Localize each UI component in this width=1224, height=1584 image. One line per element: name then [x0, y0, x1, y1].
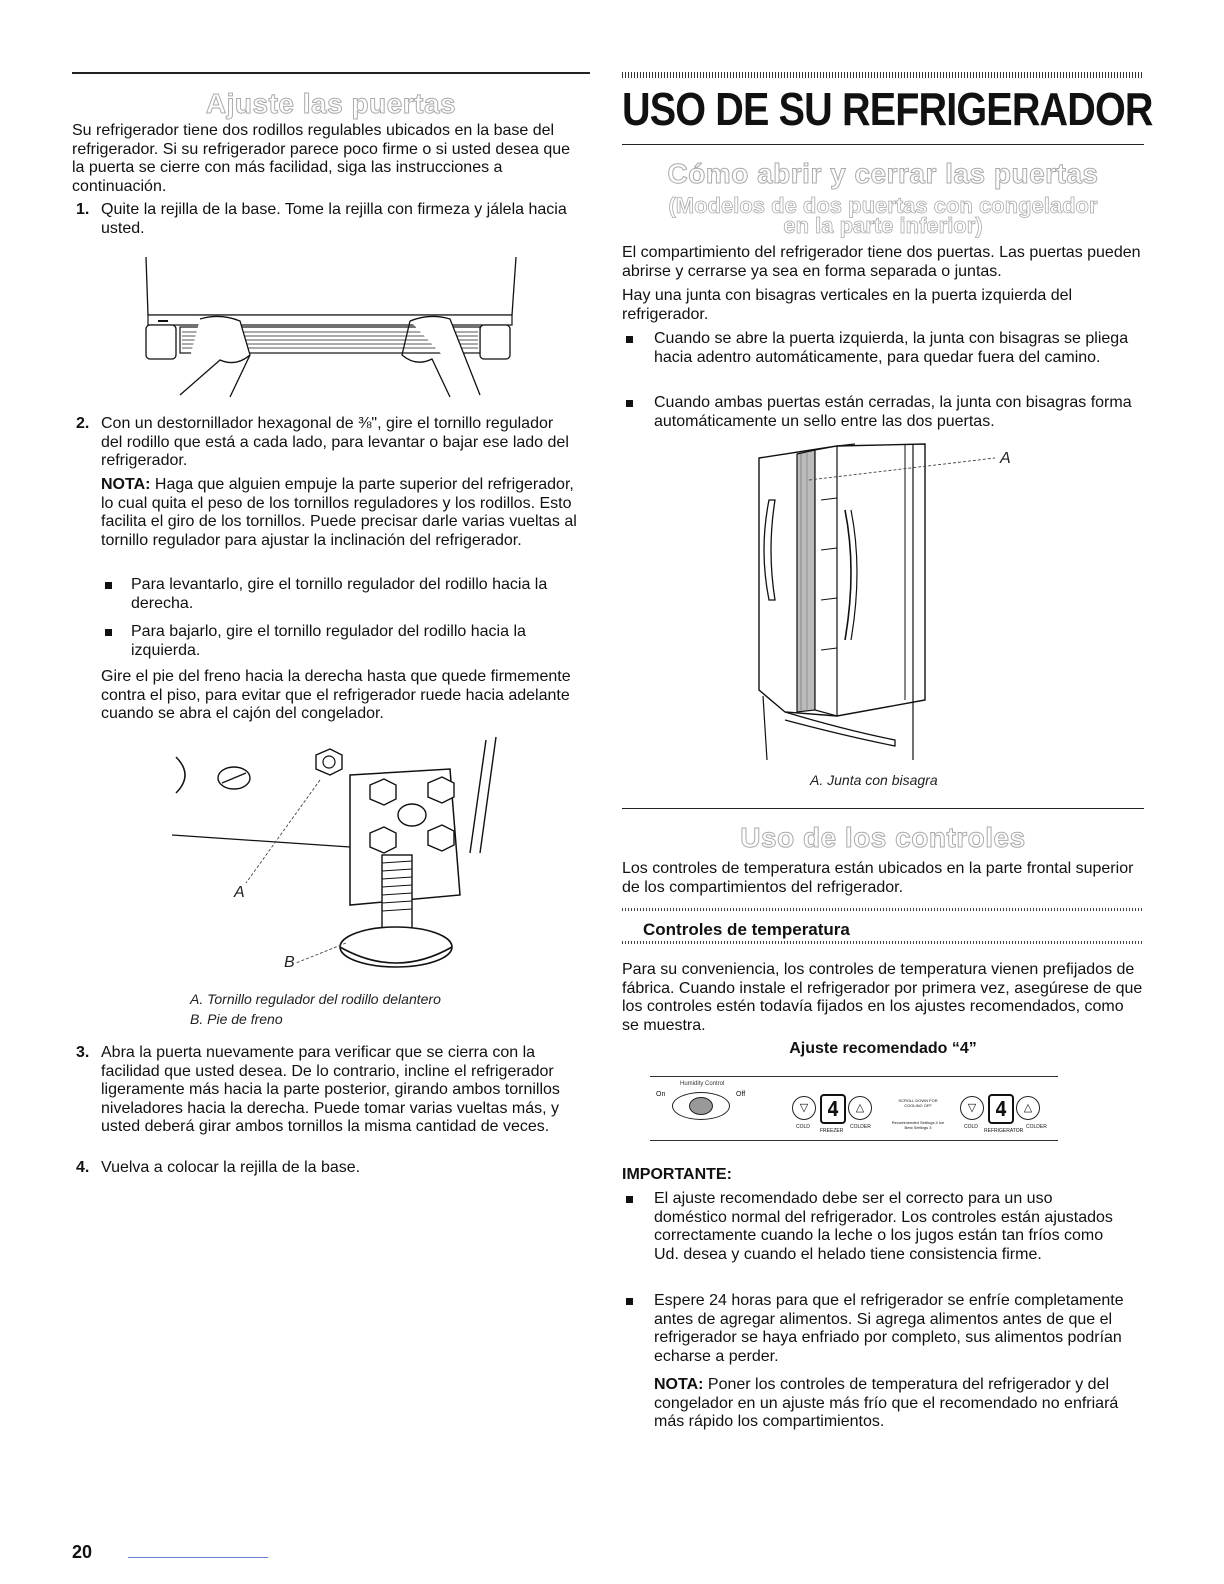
freezer-warmer-button[interactable]: △ [848, 1096, 872, 1120]
step-2-number: 2. [76, 415, 90, 432]
doors-bullet-1: Cuando se abre la puerta izquierda, la junta con bisagras se pliega hacia adentro automáticamente, para quedar fuera del camino. [654, 330, 1129, 366]
note-label: NOTA: [654, 1376, 704, 1393]
recommended-settings-label: Recommended Settings 4 Ice Best Settings 3 [891, 1120, 945, 1130]
humidity-off-label: Off [736, 1091, 746, 1098]
freezer-cold-label: COLD [796, 1124, 810, 1130]
bullet-marker [626, 1298, 633, 1305]
note-text: Haga que alguien empuje la parte superior del refrigerador, lo cual quita el peso de los tornillos reguladores y los rodillos. Esto facilita el giro de los tornillos. Puede precisar darle varias vueltas al tornillo regulador para ajustar la inclinación del refrigerador. [101, 476, 577, 549]
bullet-lower: Para bajarlo, gire el tornillo regulador del rodillo hacia la izquierda. [131, 623, 526, 659]
title-underline [622, 144, 1144, 145]
controls-rule [622, 808, 1144, 809]
figure-label-b: B [284, 954, 295, 971]
fridge-colder-label: COLDER [1026, 1124, 1047, 1130]
brake-paragraph: Gire el pie del freno hacia la derecha hasta que quede firmemente contra el piso, para evitar que el refrigerador ruede hacia adelante cuando se abra el cajón del congelador. [101, 668, 571, 722]
note-label: NOTA: [101, 476, 151, 493]
temp-controls-heading: Controles de temperatura [643, 920, 850, 939]
doors-subtitle-2: en la parte inferior) [783, 213, 983, 238]
intro-paragraph: Su refrigerador tiene dos rodillos regulables ubicados en la base del refrigerador. Si su refrigerador parece poco firme o si usted desea que la puerta se cierre con más facilidad, siga las instrucciones a continuación. [72, 122, 571, 195]
freezer-colder-button[interactable]: ▽ [792, 1096, 816, 1120]
scroll-down-label: SCROLL DOWN FOR COOLING OFF [898, 1098, 938, 1108]
freezer-label: FREEZER [820, 1128, 844, 1134]
fridge-colder-button[interactable]: ▽ [960, 1096, 984, 1120]
fridge-display: 4 [988, 1094, 1014, 1124]
doors-paragraph-2: Hay una junta con bisagras verticales en la puerta izquierda del refrigerador. [622, 287, 1073, 323]
bullet-marker [626, 1196, 633, 1203]
panel-top-line [650, 1076, 1058, 1077]
important-bullet-1: El ajuste recomendado debe ser el correcto para un uso doméstico normal del refrigerador. Los controles están ajustados correctamente cuando la leche o los jugos están tan fríos como Ud. desea y cuando el helado tiene consistencia firme. [654, 1190, 1113, 1263]
step-4-number: 4. [76, 1159, 90, 1176]
humidity-slider-knob[interactable] [689, 1097, 713, 1115]
step-2-text: Con un destornillador hexagonal de ⅜", gire el tornillo regulador del rodillo que está a cada lado, para levantar o bajar ese lado del refrigerador. [101, 415, 569, 469]
bullet-marker [626, 336, 633, 343]
doors-figure-caption: A. Junta con bisagra [810, 772, 938, 788]
section-title-ajuste: Ajuste las puertas [205, 88, 457, 119]
controls-paragraph: Los controles de temperatura están ubicados en la parte frontal superior de los compartimientos del refrigerador. [622, 860, 1134, 896]
temp-heading-hatch-top [622, 908, 1144, 911]
note-text: Poner los controles de temperatura del refrigerador y del congelador en un ajuste más frío que el recomendado no enfriará más rápido los compartimientos. [654, 1376, 1119, 1430]
fridge-doors-figure [745, 440, 1015, 765]
right-top-hatch [622, 72, 1144, 78]
caption-roller-screw: A. Tornillo regulador del rodillo delantero [190, 991, 441, 1007]
control-panel [650, 1076, 1060, 1144]
fridge-warmer-button[interactable]: △ [1016, 1096, 1040, 1120]
left-top-rule [72, 72, 590, 74]
roller-brake-figure [170, 735, 510, 980]
recommended-setting: Ajuste recomendado “4” [789, 1040, 977, 1057]
bullet-marker [626, 400, 633, 407]
step-2-note [101, 476, 586, 550]
fridge-label: REFRIGERATOR [984, 1128, 1024, 1134]
important-bullet-2: Espere 24 horas para que el refrigerador se enfríe completamente antes de agregar alimentos. Si agrega alimentos antes de que el refrigerador se haya enfriado por completo, sus alimentos podrían echarse a perder. [654, 1292, 1124, 1365]
main-title: USO DE SU REFRIGERADOR [622, 83, 1153, 135]
step-3-text: Abra la puerta nuevamente para verificar que se cierra con la facilidad que usted desea. De lo contrario, incline el refrigerador ligeramente más hacia la parte posterior, girando ambos tornillos niveladores hacia la derecha. Puede tomar varias vueltas más, y usted deberá girar ambos tornillos la misma cantidad de veces. [101, 1044, 560, 1135]
step-1-text: Quite la rejilla de la base. Tome la rejilla con firmeza y jálela hacia usted. [101, 201, 567, 237]
step-4-text: Vuelva a colocar la rejilla de la base. [101, 1159, 361, 1176]
important-note [654, 1376, 1138, 1432]
doors-figure-label-a: A [1000, 450, 1011, 467]
important-label: IMPORTANTE: [622, 1166, 732, 1183]
doors-bullet-2: Cuando ambas puertas están cerradas, la junta con bisagras forma automáticamente un sello entre las dos puertas. [654, 394, 1132, 430]
humidity-slider[interactable] [672, 1092, 730, 1120]
humidity-on-label: On [656, 1091, 666, 1098]
footer-line [128, 1557, 268, 1558]
doors-subtitle-1: (Modelos de dos puertas con congelador [668, 193, 1098, 218]
page-number: 20 [72, 1542, 93, 1562]
bullet-raise: Para levantarlo, gire el tornillo regulador del rodillo hacia la derecha. [131, 576, 548, 612]
panel-bottom-line [650, 1140, 1058, 1141]
freezer-display: 4 [820, 1094, 846, 1124]
controls-title: Uso de los controles [740, 822, 1026, 853]
bullet-marker [105, 629, 112, 636]
humidity-label: Humidity Control [680, 1081, 725, 1087]
caption-brake-foot: B. Pie de freno [190, 1011, 283, 1027]
bullet-marker [105, 582, 112, 589]
fridge-cold-label: COLD [964, 1124, 978, 1130]
figure-label-a: A [234, 884, 245, 901]
grille-removal-figure [140, 255, 520, 400]
step-3-number: 3. [76, 1044, 90, 1061]
temp-paragraph: Para su conveniencia, los controles de temperatura vienen prefijados de fábrica. Cuando instale el refrigerador por primera vez, asegúrese de que los controles estén todavía fijados en los ajustes recomendados, como se muestra. [622, 961, 1143, 1034]
freezer-colder-label: COLDER [850, 1124, 871, 1130]
doors-paragraph-1: El compartimiento del refrigerador tiene dos puertas. Las puertas pueden abrirse y cerrarse ya sea en forma separada o juntas. [622, 244, 1141, 280]
temp-heading-hatch-bottom [622, 941, 1144, 944]
doors-title: Cómo abrir y cerrar las puertas [667, 158, 1099, 189]
step-1-number: 1. [76, 201, 90, 218]
